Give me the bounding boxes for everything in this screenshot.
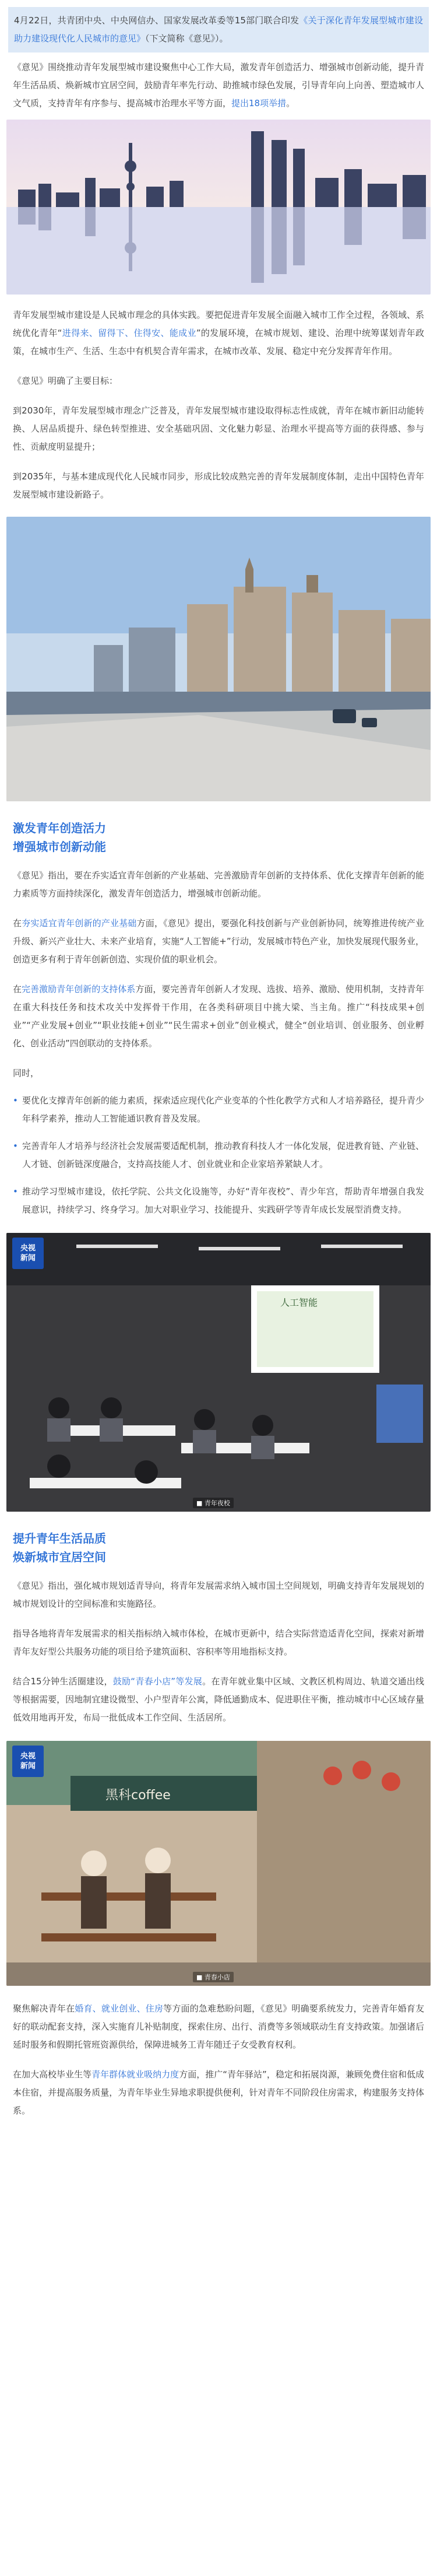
bullet-text: 要优化支撑青年创新的能力素质，探索适应现代化产业变革的个性化教学方式和人才培养路径，提升青少年科学素养，推动人工智能通识教育普及发展。 [22,1095,425,1124]
article-page [0,7,437,2576]
section-creativity-heading [0,819,437,856]
cctv-news-watermark [12,1238,44,1269]
section-living-heading [0,1529,437,1566]
goal-2035: 到2035年，与基本建成现代化人民城市同步，形成比较成熟完善的青年发展制度体制，走出中国特色青年发展型城市建设新路子。 [13,471,424,500]
section2-shops [0,1673,437,1727]
watermark-line1: 央视 [20,1244,36,1253]
industry-text: 方面，《意见》提出，要强化科技创新与产业创新协同，统筹推进传统产业升级、新兴产业壮大、未来产业培育，实施“人工智能+”行动，发展城市特色产业，加快发展现代服务业，创造更多有利于青年创新创造、实现价值的职业机会。 [13,918,424,965]
shop-sign: 黑科coffee [105,1788,171,1803]
shop-illustration [6,1741,431,1986]
employment-prefix: 在加大高校毕业生等 [13,2069,92,2080]
summary-end: 。 [286,98,295,108]
employment-text: 方面，推广“青年驿站”，稳定和拓展岗源，兼顾免费住宿和低成本住宿，并提高服务质量，为青年毕业生异地求职提供便利，针对青年不同阶段住房需求，构建服务支持体系。 [13,2069,424,2116]
section3-marriage [0,2000,437,2054]
marriage-highlight: 婚育、就业创业、住房 [75,2003,164,2014]
section1-intro: 《意见》指出，要在乔实适宜青年创新的产业基础、完善激励青年创新的支持体系、优化支撑青年创新的能力素质等方面持续深化，激发青年创造活力，增强城市创新动能。 [13,870,424,899]
skyline-photo [6,120,431,295]
photo-caption: ■ 青春小店 [193,1972,234,1982]
shops-prefix: 结合15分钟生活圈建设， [13,1676,113,1687]
support-text: 方面，要完善青年创新人才发现、选拔、培养、激励、使用机制，支持青年在重大科技任务和技术攻关中发挥骨干作用，在各类科研项目中挑大梁、当主角。推广“科技成果+创业”“产业发展+创业”“职业技能+创业”“民生需求+创业”创业模式，健全“创业培训、创业服务、创业孵化、创业活动”四创联动的支持体系。 [13,984,424,1049]
night-school-photo [6,1233,431,1512]
concept-highlight: 进得来、留得下、住得安、能成业 [62,328,196,338]
concept-text: 青年发展型城市建设是人民城市理念的具体实践。要把促进青年发展全面融入城市工作全过程，各领域、系统优化青年“ [13,310,424,338]
policy-title-link[interactable]: 《关于深化青年发展型城市建设 助力建设现代化人民城市的意见》 [14,15,423,44]
summary-text: 《意见》围绕推动青年发展型城市建设聚焦中心工作大局，激发青年创造活力、增强城市创新动能，提升青年生活品质、焕新城市宜居空间，鼓励青年率先行动、助推城市绿色发展，引导青年向上向善、塑造城市人文气质，支持青年有序参与、提高城市治理水平等方面， [13,62,424,108]
youth-shop-photo [6,1741,431,1986]
watermark-line1: 央视 [20,1752,36,1761]
intro-summary [0,58,437,113]
bullet-dot: • [13,1186,18,1197]
intro-text: 4月22日，共青团中央、中央网信办、国家发展改革委等15部门联合印发 [14,15,299,26]
marriage-text: 等方面的急难愁盼问题，《意见》明确要系统发力，完善青年婚育友好的联动配套支持，深入实施育儿补贴制度，探索住房、出行、消费等多领域联动生育支持政策。加强诸后延时服务和假期托管班资源供给，保障进城务工青年随迁子女受教育权利。 [13,2003,424,2050]
intro-paragraph [14,12,423,48]
section1-meanwhile: 同时， [13,1068,40,1078]
goal-2030: 到2030年，青年发展型城市理念广泛普及，青年发展型城市建设取得标志性成就，青年在城市新旧动能转换、人居品质提升、绿色转型推进、安全基础巩固、文化魅力彰显、治理水平提高等方面的获得感、参与性、贡献度明显提升； [13,405,424,452]
section-title-line2: 焕新城市宜居空间 [13,1550,106,1564]
section-title-line1: 激发青年创造活力 [13,821,106,835]
measures-link[interactable]: 提出18项举措 [231,98,287,108]
marriage-prefix: 聚焦解决青年在 [13,2003,75,2014]
support-highlight: 完善激励青年创新的支持体系 [22,984,136,994]
employment-highlight: 青年群体就业吸纳力度 [91,2069,179,2080]
industry-highlight: 夯实适宜青年创新的产业基础 [22,918,137,928]
concept-paragraph [0,306,437,360]
skyline-illustration [6,120,431,295]
caption-text: 青春小店 [204,1974,230,1981]
bullet-item [0,1137,437,1173]
watermark-line2: 新闻 [20,1254,36,1263]
shops-highlight: 鼓励“青春小店”等发展 [112,1676,203,1687]
intro-text-end: （下文简称《意见》）。 [145,33,228,44]
section1-support [0,980,437,1053]
section3-employment [0,2066,437,2120]
bullet-text: 完善青年人才培养与经济社会发展需要适配机制，推动教育科技人才一体化发展，促进教育链、产业链、人才链、创新链深度融合，支持高技能人才、创业就业和企业家培养紧缺人才。 [22,1141,425,1169]
watermark-line2: 新闻 [20,1762,36,1771]
bund-illustration [6,517,431,801]
bullet-item [0,1092,437,1128]
goals-lead: 《意见》明确了主要目标： [13,376,118,386]
screen-title: 人工智能 [280,1297,318,1308]
section1-industry [0,914,437,969]
photo-caption: ■ 青年夜校 [193,1498,234,1508]
section2-planning: 《意见》指出，强化城市规划适青导向，将青年发展需求纳入城市国土空间规划，明确支持青年发展规划的城市规划设计的空间标准和实施路径。 [13,1580,424,1609]
shops-text: 。在青年就业集中区域、文教区机构周边、轨道交通出线等根据需要，因地制宜建设微型、小户型青年公寓，降低通勤成本、促进职住平衡，推动城市中心区域存量低效用地再开发，布局一批低成本工作空间、生活居所。 [13,1676,424,1723]
concept-text-end: ”的发展环境，在城市规划、建设、治理中统筹谋划青年政策，在城市生产、生活、生态中有机契合青年需求，在城市改革、发展、稳定中充分发挥青年作用。 [13,328,424,356]
caption-text: 青年夜校 [204,1499,230,1507]
bullet-text: 推动学习型城市建设，依托学院、公共文化设施等，办好“青年夜校”、青少年宫，帮助青年增强自我发展意识，持续学习、终身学习。加大对职业学习、技能提升、实践研学等青年成长发展型消费支持。 [22,1186,424,1215]
support-prefix: 在 [13,984,22,994]
bund-photo [6,517,431,801]
bullet-dot: • [13,1095,18,1106]
industry-prefix: 在 [13,918,22,928]
section-title-line2: 增强城市创新动能 [13,840,106,854]
section2-renewal: 指导各地将青年发展需求的相关指标纳入城市体检，在城市更新中，结合实际营造适青化空间，探索对新增青年友好型公共服务功能的项目给予建筑面积、容积率等用地指标支持。 [13,1628,424,1657]
intro-box [8,7,429,52]
cctv-news-watermark [12,1746,44,1777]
bullet-item [0,1183,437,1219]
section-title-line1: 提升青年生活品质 [13,1531,106,1545]
classroom-illustration [6,1233,431,1512]
bullet-dot: • [13,1141,18,1151]
